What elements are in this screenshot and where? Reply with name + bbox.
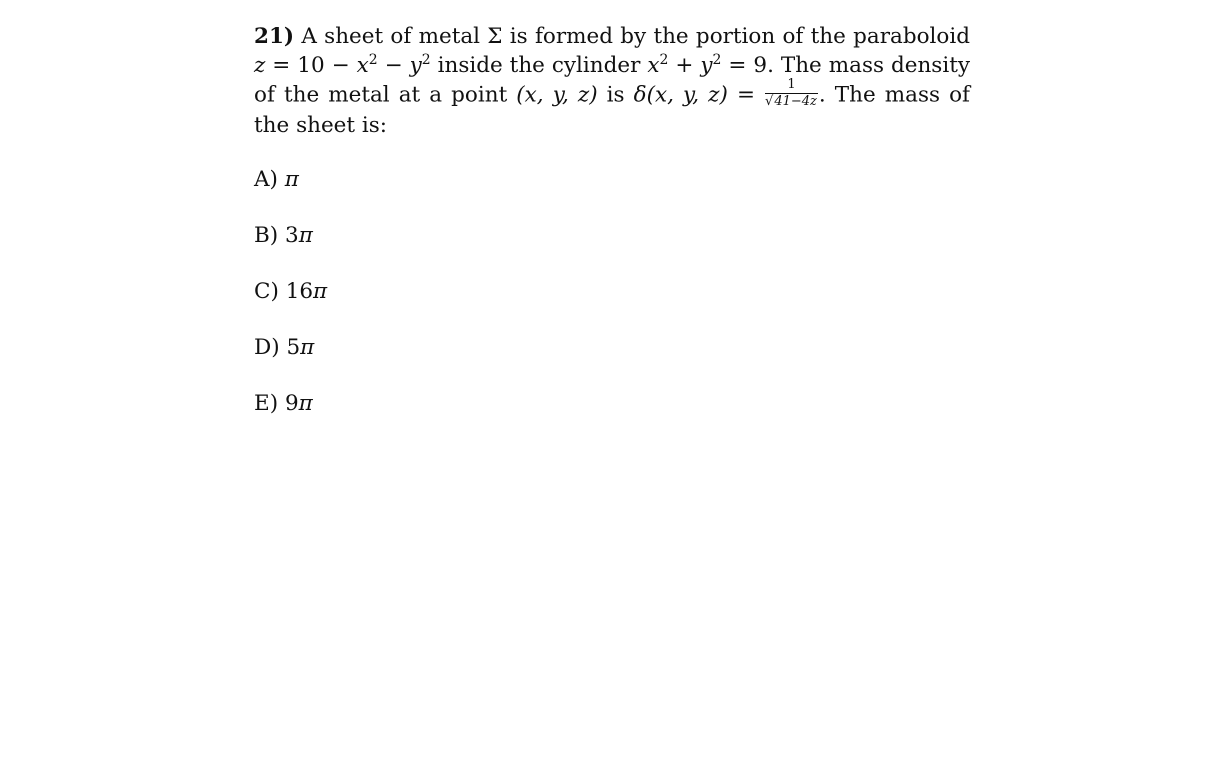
math-var: y [700, 53, 713, 78]
math-var: x [647, 53, 660, 78]
choice-a[interactable] [254, 165, 327, 221]
pi-symbol: π [300, 335, 315, 360]
fraction-numerator: 1 [765, 78, 818, 94]
choice-b[interactable] [254, 221, 327, 277]
choice-letter: D) [254, 335, 280, 360]
question-number: 21) [254, 24, 295, 49]
math-exponent: 2 [712, 52, 722, 68]
math-var: x [356, 53, 369, 78]
math-op: + [668, 53, 701, 78]
answer-choices [254, 165, 327, 445]
choice-coefficient: 16 [285, 279, 314, 304]
sqrt-symbol: √ [765, 94, 774, 109]
sqrt-radicand: 41−4z [774, 94, 817, 109]
question-text-part: inside the cylinder [430, 53, 648, 78]
fraction-denominator [765, 94, 818, 109]
math-exponent: 2 [421, 52, 431, 68]
pi-symbol: π [313, 279, 328, 304]
choice-coefficient: 9 [284, 391, 299, 416]
choice-coefficient: 5 [286, 335, 301, 360]
choice-c[interactable] [254, 277, 327, 333]
point-expression: (x, y, z) [516, 82, 598, 108]
pi-symbol: π [298, 391, 313, 416]
math-var: z [254, 53, 266, 78]
sigma-symbol: Σ [487, 24, 503, 49]
density-function: δ(x, y, z) [633, 82, 728, 108]
question-text-part: of the metal at a point [254, 82, 517, 108]
math-var: y [409, 53, 422, 78]
math-op: − [377, 53, 410, 78]
math-exponent: 2 [368, 52, 378, 68]
choice-letter: A) [254, 167, 278, 192]
pi-symbol: π [284, 167, 299, 192]
math-op: = 10 − [265, 53, 357, 78]
choice-letter: E) [254, 391, 279, 416]
math-op: = [727, 82, 765, 108]
choice-d[interactable] [254, 333, 327, 389]
question-text-part: sheet is: [296, 113, 388, 138]
choice-e[interactable] [254, 389, 327, 445]
question-text-part: is [597, 82, 634, 108]
question-text-part: is formed by the portion of the paraboloid [502, 24, 970, 49]
choice-letter: C) [254, 279, 279, 304]
choice-letter: B) [254, 223, 279, 248]
density-fraction [765, 78, 818, 109]
question-text-part: = 9. The mass density [721, 53, 970, 78]
math-exponent: 2 [659, 52, 669, 68]
question-text-part: A sheet of metal [301, 24, 488, 49]
question-text-part: . The mass of the [254, 82, 971, 138]
pi-symbol: π [298, 223, 313, 248]
question-text [254, 22, 970, 140]
choice-coefficient: 3 [285, 223, 299, 248]
